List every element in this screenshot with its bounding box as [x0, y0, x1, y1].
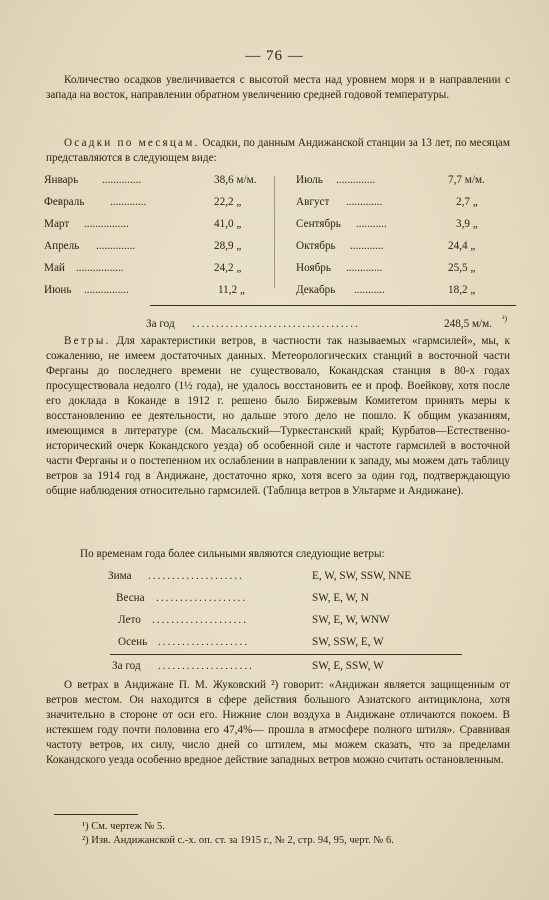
- precip-total-value: 248,5 м/м.: [444, 318, 493, 330]
- month-label: Август: [296, 196, 330, 208]
- precip-intro: Осадки, по данным Андижанской станции за 13 лет, по месяцам представляются в следующем виде:: [46, 137, 510, 164]
- leader-dots: ...........: [354, 284, 385, 296]
- season-winds: SW, SSW, E, W: [312, 636, 384, 648]
- season-winds: SW, E, W, WNW: [312, 614, 390, 626]
- leader-dots: ................: [84, 218, 129, 230]
- footnote-2: ²) Изв. Андижанской с.-х. оп. ст. за 1915 г., № 2, стр. 94, 95, черт. № 6.: [82, 835, 394, 846]
- leader-dots: ................: [84, 284, 129, 296]
- leader-dots: ...........: [356, 218, 387, 230]
- precip-total-label: За год: [146, 318, 175, 330]
- leader-dots: ....................: [152, 614, 248, 626]
- footnote-rule: [54, 814, 138, 815]
- month-value: 24,2 „: [214, 262, 242, 274]
- precip-heading: Осадки по месяцам.: [64, 137, 200, 149]
- season-winds: E, W, SW, SSW, NNE: [312, 570, 412, 582]
- leader-dots: ...................: [156, 592, 248, 604]
- month-value: 41,0 „: [214, 218, 242, 230]
- winds-section: [46, 334, 510, 499]
- wind-row: [118, 614, 390, 630]
- precip-row: [44, 262, 514, 278]
- leader-dots: .............: [110, 196, 147, 208]
- leader-dots: ....................: [158, 660, 254, 672]
- precip-row: [44, 284, 514, 300]
- winds-paragraph: Для характеристики ветров, в частности так называемых «гармсилей», мы, к сожалению, не имеем достаточных данных. Метеорологических станций в восточной части Ферганы до последнего времени не существовало, Кокандская станция в 80-х годах просуществовала недолго (1½ года), не удалось восстановить ее и проф. Воейкову, хотя после его доклада в Коканде в 1912 г. решено было Биржевым Комитетом принять меры к восстановлению ее деятельности, но дальше этого дело не пошло. К общим указаниям, имеющимся в литературе (см. Масальский—Туркестанский край; Курбатов—Естественно-исторический очерк Кокандского уезда) об особенной силе и частоте гармсилей в восточной части Ферганы и о постепенном их ослаблении в направлении к западу, мы можем дать таблицу ветров за 1914 год в Андижане, достаточно ярко, хотя всего за один год, подтверждающую общие наблюдения относительно гармсилей. (Таблица ветров в Ультарме и Андижане).: [46, 335, 510, 497]
- page-number: — 76 —: [245, 48, 304, 64]
- month-value: 3,9 „: [456, 218, 478, 230]
- wind-row: [108, 570, 412, 586]
- month-label: Март: [44, 218, 70, 230]
- precip-section: [46, 136, 510, 166]
- season-label: Зима: [108, 570, 132, 582]
- month-value: 22,2 „: [214, 196, 242, 208]
- month-label: Декабрь: [296, 284, 336, 296]
- leader-dots: ..............: [102, 174, 142, 186]
- month-label: Февраль: [44, 196, 85, 208]
- season-label: Весна: [116, 592, 145, 604]
- winds-heading: Ветры.: [64, 335, 111, 347]
- leader-dots: ............: [350, 240, 384, 252]
- month-label: Июль: [296, 174, 323, 186]
- leader-dots: ...................: [158, 636, 250, 648]
- month-value: 28,9 „: [214, 240, 242, 252]
- leader-dots: .............: [346, 262, 383, 274]
- precip-row: [44, 196, 514, 212]
- zhukovsky-paragraph: О ветрах в Андижане П. М. Жуковский ²) говорит: «Андижан является защищенным от ветров местом. Он находится в сфере действия большого Азиатского антициклона, хотя значительно в стороне от оси его. Нижние слои воздуха в Андижане отличаются покоем. В истекшем году почти половина его 47,4%— прошла в атмосфере полного штиля». Сравнивая частоту ветров, их силу, число дней со штилем, мы можем сказать, что за пределами Кокандского уезда особенно вредное действие западных ветров можно считать остановленным.: [46, 679, 510, 766]
- precip-total-note: ¹): [502, 314, 508, 323]
- wind-total-value: SW, E, SSW, W: [312, 660, 384, 672]
- leader-dots: ..............: [336, 174, 376, 186]
- month-value: 11,2 „: [218, 284, 245, 296]
- month-label: Май: [44, 262, 65, 274]
- wind-intro: По временам года более сильными являются следующие ветры:: [80, 548, 385, 560]
- wind-total-row: [112, 660, 384, 676]
- footnote-1: ¹) См. чертеж № 5.: [82, 821, 165, 832]
- wind-row: [118, 636, 384, 652]
- month-value: 38,6 м/м.: [214, 174, 257, 186]
- season-winds: SW, E, W, N: [312, 592, 369, 604]
- month-value: 18,2 „: [448, 284, 476, 296]
- precip-row: [44, 240, 514, 256]
- month-label: Октябрь: [296, 240, 336, 252]
- leader-dots: ...................................: [192, 318, 360, 330]
- month-value: 25,5 „: [448, 262, 476, 274]
- wind-total-label: За год: [112, 660, 141, 672]
- total-rule: [150, 305, 516, 306]
- month-label: Июнь: [44, 284, 72, 296]
- month-label: Апрель: [44, 240, 80, 252]
- month-label: Январь: [44, 174, 79, 186]
- intro-paragraph: Количество осадков увеличивается с высотой места над уровнем моря и в направлении с запада на восток, направлении обратном увеличению средней годовой температуры.: [46, 74, 510, 101]
- leader-dots: .............: [346, 196, 383, 208]
- month-label: Сентябрь: [296, 218, 341, 230]
- season-label: Осень: [118, 636, 148, 648]
- leader-dots: .................: [76, 262, 124, 274]
- leader-dots: ..............: [96, 240, 136, 252]
- total-rule: [110, 654, 462, 655]
- season-label: Лето: [118, 614, 141, 626]
- precip-row: [44, 218, 514, 234]
- month-value: 24,4 „: [448, 240, 476, 252]
- month-label: Ноябрь: [296, 262, 331, 274]
- wind-row: [116, 592, 369, 608]
- precip-row: [44, 174, 514, 190]
- month-value: 2,7 „: [456, 196, 478, 208]
- leader-dots: ....................: [148, 570, 244, 582]
- month-value: 7,7 м/м.: [448, 174, 485, 186]
